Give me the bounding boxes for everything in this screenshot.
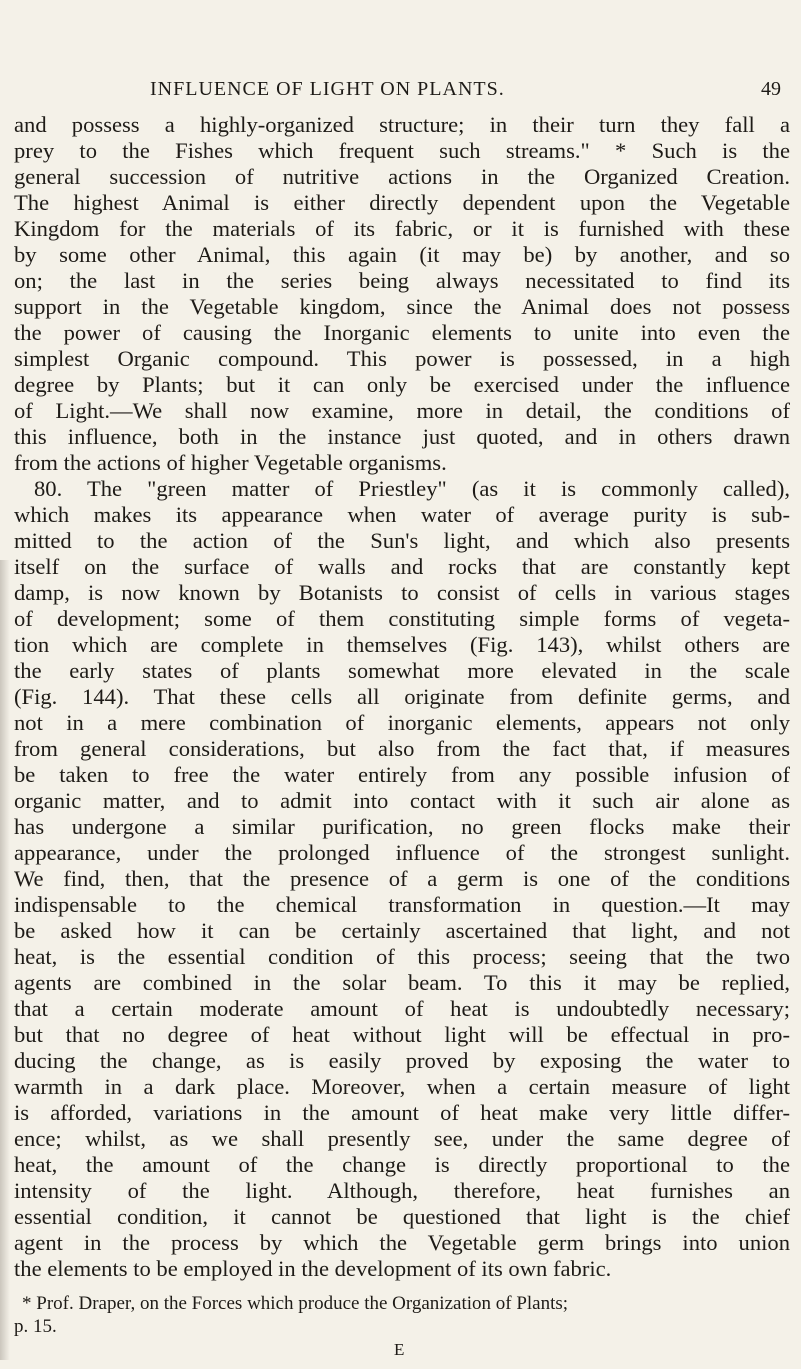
running-head: INFLUENCE OF LIGHT ON PLANTS. xyxy=(150,78,505,100)
text-line: itself on the surface of walls and rocks that are constantly kept xyxy=(14,554,790,579)
text-line: support in the Vegetable kingdom, since the Animal does not possess xyxy=(14,294,790,319)
text-line: organic matter, and to admit into contact with it such air alone as xyxy=(14,788,790,813)
text-line: agents are combined in the solar beam. To this it may be replied, xyxy=(14,970,790,995)
text-line: of Light.—We shall now examine, more in detail, the conditions of xyxy=(14,398,790,423)
text-line: We find, then, that the presence of a germ is one of the conditions xyxy=(14,866,790,891)
text-line: degree by Plants; but it can only be exercised under the influence xyxy=(14,372,790,397)
text-line: damp, is now known by Botanists to consist of cells in various stages xyxy=(14,580,790,605)
page-header xyxy=(0,78,801,104)
text-line: not in a mere combination of inorganic elements, appears not only xyxy=(14,710,790,735)
text-line: this influence, both in the instance just quoted, and in others drawn xyxy=(14,424,790,449)
text-line: the power of causing the Inorganic elements to unite into even the xyxy=(14,320,790,345)
text-line: the elements to be employed in the development of its own fabric. xyxy=(14,1256,612,1281)
text-line: intensity of the light. Although, therefore, heat furnishes an xyxy=(14,1178,790,1203)
text-line: which makes its appearance when water of average purity is sub- xyxy=(14,502,790,527)
text-line: and possess a highly-organized structure; in their turn they fall a xyxy=(14,112,790,137)
text-line: heat, is the essential condition of this process; seeing that the two xyxy=(14,944,790,969)
text-line: essential condition, it cannot be questioned that light is the chief xyxy=(14,1204,790,1229)
text-line: prey to the Fishes which frequent such streams." * Such is the xyxy=(14,138,790,163)
body-text xyxy=(14,112,790,1282)
text-line: tion which are complete in themselves (Fig. 143), whilst others are xyxy=(14,632,790,657)
text-line: warmth in a dark place. Moreover, when a certain measure of light xyxy=(14,1074,790,1099)
text-line: heat, the amount of the change is directly proportional to the xyxy=(14,1152,790,1177)
text-line: (Fig. 144). That these cells all originate from definite germs, and xyxy=(14,684,790,709)
text-line: on; the last in the series being always necessitated to find its xyxy=(14,268,790,293)
text-line: simplest Organic compound. This power is possessed, in a high xyxy=(14,346,790,371)
text-line: but that no degree of heat without light will be effectual in pro- xyxy=(14,1022,790,1047)
text-line: ence; whilst, as we shall presently see, under the same degree of xyxy=(14,1126,790,1151)
text-line: appearance, under the prolonged influence of the strongest sunlight. xyxy=(14,840,790,865)
text-line: is afforded, variations in the amount of heat make very little differ- xyxy=(14,1100,790,1125)
text-line: the early states of plants somewhat more elevated in the scale xyxy=(14,658,790,683)
gutter-shadow xyxy=(0,560,10,1360)
text-line: indispensable to the chemical transformation in question.—It may xyxy=(14,892,790,917)
page-number: 49 xyxy=(761,78,781,100)
footnote-line: p. 15. xyxy=(14,1316,57,1337)
text-line: The highest Animal is either directly dependent upon the Vegetable xyxy=(14,190,790,215)
text-line: from the actions of higher Vegetable organisms. xyxy=(14,450,447,475)
text-line: by some other Animal, this again (it may be) by another, and so xyxy=(14,242,790,267)
text-line: be taken to free the water entirely from any possible infusion of xyxy=(14,762,790,787)
text-line: mitted to the action of the Sun's light, and which also presents xyxy=(14,528,790,553)
text-line: be asked how it can be certainly ascertained that light, and not xyxy=(14,918,790,943)
footnote-line: * Prof. Draper, on the Forces which produce the Organization of Plants; xyxy=(22,1293,569,1314)
signature-mark: E xyxy=(394,1340,405,1359)
text-line: ducing the change, as is easily proved by exposing the water to xyxy=(14,1048,790,1073)
text-line: agent in the process by which the Vegetable germ brings into union xyxy=(14,1230,790,1255)
footnote xyxy=(14,1292,790,1338)
text-line: Kingdom for the materials of its fabric, or it is furnished with these xyxy=(14,216,790,241)
text-line: that a certain moderate amount of heat is undoubtedly necessary; xyxy=(14,996,790,1021)
text-line: general succession of nutritive actions in the Organized Creation. xyxy=(14,164,790,189)
text-line: of development; some of them constituting simple forms of vegeta- xyxy=(14,606,790,631)
text-line: from general considerations, but also from the fact that, if measures xyxy=(14,736,790,761)
paragraph-start-line: 80. The "green matter of Priestley" (as it is commonly called), xyxy=(34,476,790,501)
text-line: has undergone a similar purification, no green flocks make their xyxy=(14,814,790,839)
